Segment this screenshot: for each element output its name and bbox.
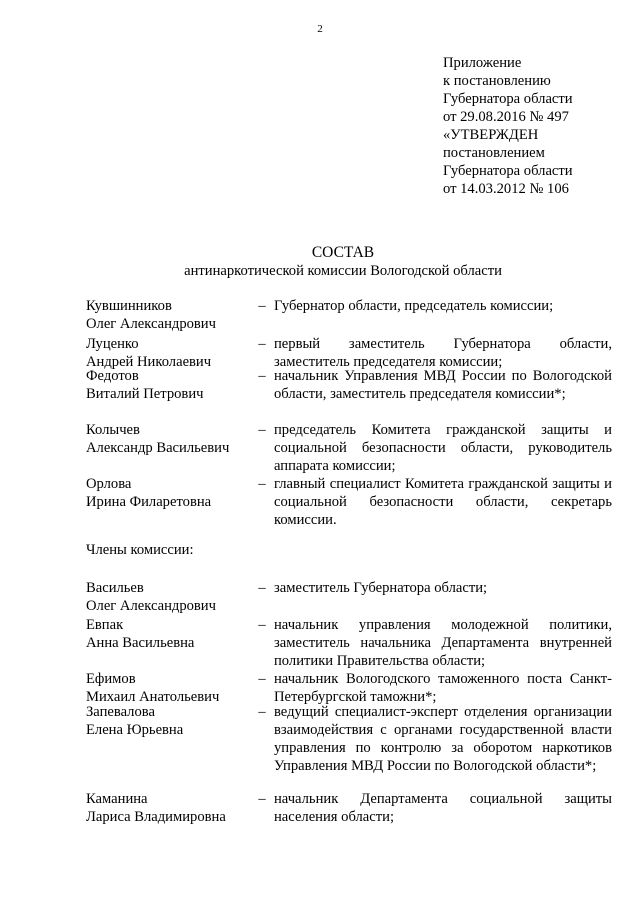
surname: Запевалова	[86, 704, 155, 720]
dash-separator: –	[258, 580, 266, 596]
role-description: начальник Вологодского таможенного поста Санкт-Петербургской таможни*;	[274, 671, 612, 705]
given-name: Михаил Анатольевич	[86, 689, 220, 705]
surname: Каманина	[86, 791, 148, 807]
appendix-line: Приложение	[443, 55, 522, 71]
given-name: Анна Васильевна	[86, 635, 195, 651]
person-name	[86, 421, 251, 457]
surname: Орлова	[86, 476, 132, 492]
person-name	[86, 297, 251, 333]
appendix-line: от 14.03.2012 № 106	[443, 181, 569, 197]
person-name	[86, 790, 251, 826]
role-description: начальник управления молодежной политики, заместитель начальника Департамента внутренней политики Правительства области;	[274, 617, 612, 669]
role-description: первый заместитель Губернатора области, заместитель председателя комиссии;	[274, 336, 612, 370]
appendix-line: Губернатора области	[443, 163, 573, 179]
given-name: Ирина Филаретовна	[86, 494, 212, 510]
appendix-line: «УТВЕРЖДЕН	[443, 127, 539, 143]
person-name	[86, 367, 251, 403]
page-number: 2	[317, 23, 323, 35]
given-name: Елена Юрьевна	[86, 722, 184, 738]
appendix-line: Губернатора области	[443, 91, 573, 107]
surname: Кувшинников	[86, 298, 172, 314]
dash-separator: –	[258, 368, 266, 384]
person-name	[86, 475, 251, 511]
person-name	[86, 579, 251, 615]
given-name: Олег Александрович	[86, 598, 216, 614]
appendix-line: к постановлению	[443, 73, 551, 89]
person-name	[86, 616, 251, 652]
dash-separator: –	[258, 671, 266, 687]
dash-separator: –	[258, 704, 266, 720]
surname: Колычев	[86, 422, 140, 438]
surname: Ефимов	[86, 671, 136, 687]
given-name: Виталий Петрович	[86, 386, 204, 402]
appendix-line: постановлением	[443, 145, 545, 161]
role-description: начальник Управления МВД России по Вологодской области, заместитель председателя комиссии*;	[274, 368, 612, 402]
surname: Луценко	[86, 336, 139, 352]
given-name: Олег Александрович	[86, 316, 216, 332]
dash-separator: –	[258, 422, 266, 438]
role-description: начальник Департамента социальной защиты населения области;	[274, 791, 612, 825]
person-name	[86, 670, 251, 706]
dash-separator: –	[258, 298, 266, 314]
surname: Васильев	[86, 580, 144, 596]
members-heading: Члены комиссии:	[86, 542, 194, 558]
role-description: главный специалист Комитета гражданской защиты и социальной безопасности области, секретарь комиссии.	[274, 476, 612, 528]
given-name: Александр Васильевич	[86, 440, 230, 456]
given-name: Андрей Николаевич	[86, 354, 212, 370]
surname: Евпак	[86, 617, 124, 633]
person-name	[86, 335, 251, 371]
appendix-line: от 29.08.2016 № 497	[443, 109, 569, 125]
dash-separator: –	[258, 791, 266, 807]
person-name	[86, 703, 251, 739]
role-description: ведущий специалист-эксперт отделения организации взаимодействия с органами государственной власти управления по контролю за оборотом наркотиков Управления МВД России по Вологодской области*;	[274, 704, 612, 774]
appendix-block	[443, 54, 633, 198]
document-subtitle: антинаркотической комиссии Вологодской области	[184, 263, 502, 279]
dash-separator: –	[258, 617, 266, 633]
surname: Федотов	[86, 368, 139, 384]
document-title: СОСТАВ	[311, 244, 375, 261]
role-description: заместитель Губернатора области;	[274, 580, 488, 596]
dash-separator: –	[258, 476, 266, 492]
role-description: председатель Комитета гражданской защиты и социальной безопасности области, руководитель аппарата комиссии;	[274, 422, 612, 474]
role-description: Губернатор области, председатель комиссии;	[274, 298, 554, 314]
given-name: Лариса Владимировна	[86, 809, 226, 825]
dash-separator: –	[258, 336, 266, 352]
